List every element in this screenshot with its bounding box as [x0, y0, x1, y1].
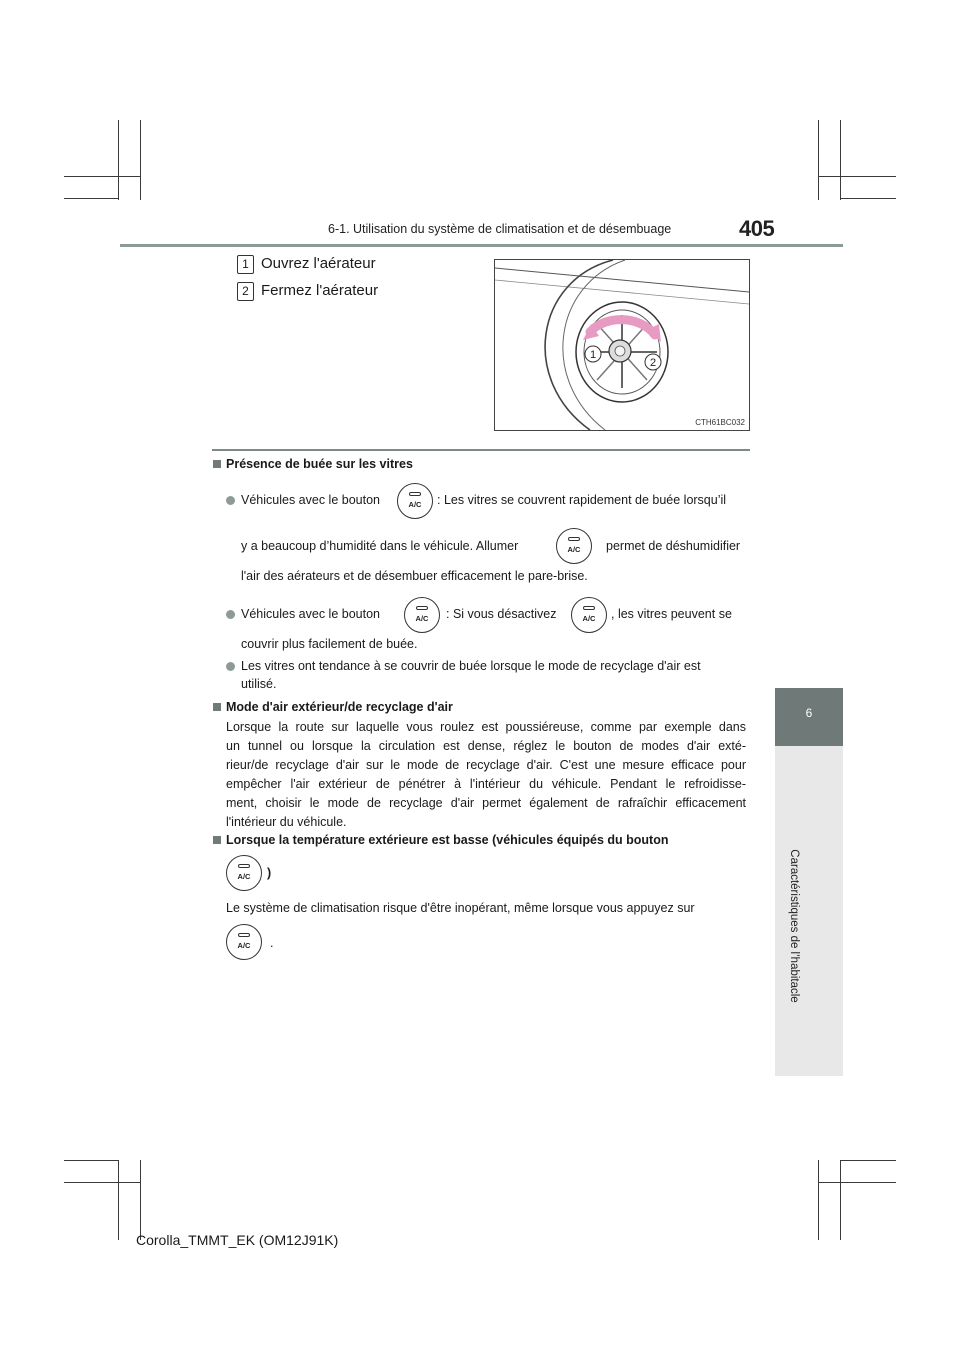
crop-mark — [64, 198, 118, 199]
crop-mark — [840, 1160, 841, 1240]
fog-b3-l1: Les vitres ont tendance à se couvrir de buée lorsque le mode de recyclage d'air est — [241, 659, 701, 673]
callout-1: 1 — [589, 349, 597, 361]
section-marker — [213, 836, 221, 844]
cold-body-end: . — [270, 936, 274, 950]
step-badge-2: 2 — [237, 282, 254, 301]
crop-mark — [840, 120, 841, 200]
fog-b3-l2: utilisé. — [241, 677, 277, 691]
figure-code: CTH61BC032 — [695, 418, 745, 427]
crop-mark — [118, 1160, 119, 1240]
fog-section-title: Présence de buée sur les vitres — [226, 457, 413, 471]
section-header-title: 6-1. Utilisation du système de climatisation et de désembuage — [328, 222, 672, 236]
ac-button-icon: A/C — [571, 597, 607, 633]
chapter-title: Caractéristiques de l’habitacle — [788, 849, 800, 1003]
bullet-dot — [226, 610, 235, 619]
step-text-2: Fermez l'aérateur — [261, 282, 379, 299]
chapter-tab-strip — [775, 746, 843, 1076]
fog-b1-l1-a: Véhicules avec le bouton — [241, 493, 380, 507]
crop-mark — [840, 1160, 896, 1161]
air-section-title: Mode d'air extérieur/de recyclage d'air — [226, 700, 453, 714]
air-line-3: rieur/de recyclage d'air sur le mode de recyclage d'air. C'est une mesure efficace pour — [226, 758, 746, 772]
ac-button-icon: A/C — [226, 855, 262, 891]
section-marker — [213, 460, 221, 468]
footer-document-id: Corolla_TMMT_EK (OM12J91K) — [136, 1232, 339, 1248]
cold-section-title: Lorsque la température extérieure est basse (véhicules équipés du bouton — [226, 833, 669, 847]
vent-drawing — [495, 260, 749, 430]
fog-b1-l2-b: permet de déshumidifier — [606, 539, 741, 553]
fog-b2-l1-a: Véhicules avec le bouton — [241, 607, 380, 621]
fog-b2-l1-c: , les vitres peuvent se — [611, 607, 732, 621]
crop-mark — [140, 120, 141, 200]
section-separator — [212, 449, 750, 451]
cold-body-line-1: Le système de climatisation risque d'être inopérant, même lorsque vous appuyez sur — [226, 901, 695, 915]
crop-mark — [840, 198, 896, 199]
fog-b2-l1-b: : Si vous désactivez — [446, 607, 557, 621]
step-badge-1: 1 — [237, 255, 254, 274]
header-rule — [120, 244, 843, 247]
vent-illustration — [494, 259, 750, 431]
crop-mark — [140, 1160, 141, 1240]
ac-button-icon: A/C — [404, 597, 440, 633]
air-line-5: ment, choisir le mode de recyclage d'air permet également de rafraîchir efficacement — [226, 796, 746, 810]
fog-b2-l2: couvrir plus facilement de buée. — [241, 637, 418, 651]
crop-mark — [64, 1182, 140, 1183]
air-line-1: Lorsque la route sur laquelle vous roulez est poussiéreuse, comme par exemple dans — [226, 720, 746, 734]
callout-2: 2 — [649, 357, 657, 369]
ac-button-icon: A/C — [556, 528, 592, 564]
air-line-2: un tunnel ou lorsque la circulation est dense, réglez le bouton de modes d'air exté- — [226, 739, 746, 753]
ac-button-icon: A/C — [397, 483, 433, 519]
crop-mark — [818, 1160, 819, 1240]
crop-mark — [818, 176, 896, 177]
bullet-dot — [226, 662, 235, 671]
cold-section-title-end: ) — [267, 866, 272, 880]
section-marker — [213, 703, 221, 711]
air-line-6: l'intérieur du véhicule. — [226, 815, 347, 829]
crop-mark — [118, 120, 119, 200]
fog-b1-l1-b: : Les vitres se couvrent rapidement de buée lorsqu’il — [437, 493, 727, 507]
page-number: 405 — [739, 216, 775, 241]
crop-mark — [64, 1160, 118, 1161]
fog-b1-l2-a: y a beaucoup d’humidité dans le véhicule. Allumer — [241, 539, 519, 553]
crop-mark — [818, 1182, 896, 1183]
fog-b1-l3: l'air des aérateurs et de désembuer efficacement le pare-brise. — [241, 569, 588, 583]
crop-mark — [64, 176, 140, 177]
ac-button-icon: A/C — [226, 924, 262, 960]
chapter-number: 6 — [805, 706, 813, 720]
air-line-4: empêcher l'air extérieur de pénétrer à l'intérieur du véhicule. Pendant le refroidisse- — [226, 777, 746, 791]
bullet-dot — [226, 496, 235, 505]
crop-mark — [818, 120, 819, 200]
step-text-1: Ouvrez l'aérateur — [261, 255, 376, 272]
